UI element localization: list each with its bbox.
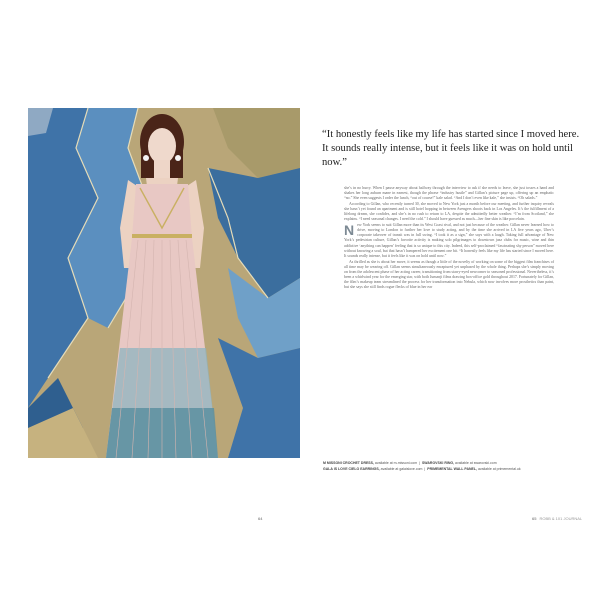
credit-link[interactable]: m-missoni.com bbox=[393, 461, 418, 465]
credit-text: available at bbox=[379, 466, 400, 471]
credit-line-2: GALA IS LOVE CIELO EARRINGS, available at galaislove.com | PRIMEMENTAL WALL PANEL, available at primemental.uk bbox=[323, 466, 521, 471]
page-number-right-value: 65 bbox=[532, 516, 537, 521]
credit-label: SWAROVSKI RING, bbox=[421, 461, 455, 465]
credit-text: available at bbox=[477, 466, 497, 471]
body-paragraph-1: she’s in no hurry. When I pause anyway about halfway through the interview to ask if she needs to leave, she just tosses a hand and shakes her long auburn mane in earnest, though the phrase “industry hustle” and Gillan’s picture page up, offering up an emphatic “no.” She even suggests I order the lunch, “out of course!” kale salad. “And I don’t even like kale,” she insists. “Oh salads.” bbox=[344, 186, 554, 201]
neck bbox=[154, 160, 170, 180]
credit-label: PRIMEMENTAL WALL PANEL, bbox=[427, 466, 477, 471]
credit-line-1: M MISSONI CROCHET DRESS, available at m-missoni.com | SWAROVSKI RING, available at swarovski.com bbox=[323, 461, 497, 465]
photo-illustration bbox=[28, 108, 300, 458]
credit-text: available at bbox=[454, 461, 474, 465]
page-number-left: 64 bbox=[258, 516, 263, 521]
credit-link[interactable]: swarovski.com bbox=[473, 461, 497, 465]
drop-cap: N bbox=[344, 222, 355, 239]
credit-label: GALA IS LOVE CIELO EARRINGS, bbox=[323, 466, 380, 471]
publication-name: ROBB & 101 JOURNAL bbox=[539, 516, 583, 521]
editorial-photo bbox=[28, 108, 300, 458]
body-paragraph-3-text: ew York seems to suit Gillan more than its West Coast rival, and not just because of the weather. Gillan never learned how to drive, moving to London to further her love to study acting, and by the time she arrived in LA five years ago, Uber’s corporate takeover of transit was in full swing. “I took it as a sign,” she says with a laugh. Taking full advantage of New York’s pedestrian culture, Gillan’s favorite activity is making solo pilgrimages to downtown jazz clubs for music, wine and thin addictive ‘anything can happen’ feeling that is so unique to this city. Indeed, this self-proclaimed “fascinating shy person” moved here without knowing a soul, but that hasn’t hampered her excitement one bit. “It honestly feels like my life has started since I moved here. It sounds really intense, but it feels like it was on hold until now.” bbox=[344, 223, 554, 258]
earring-left bbox=[143, 155, 149, 161]
dress-waistband bbox=[132, 234, 192, 238]
earring-right bbox=[175, 155, 181, 161]
credit-text: available at bbox=[373, 461, 394, 465]
pull-quote: “It honestly feels like my life has started since I moved here. It sounds really intense, but it feels like it was on hold until now.” bbox=[322, 129, 580, 168]
credit-label: M MISSONI CROCHET DRESS, bbox=[323, 461, 374, 465]
page-number-right bbox=[532, 516, 582, 521]
body-paragraph-3 bbox=[344, 223, 554, 258]
fashion-credits bbox=[323, 461, 563, 472]
face bbox=[148, 128, 176, 164]
dress-bodice bbox=[132, 184, 192, 238]
article-body bbox=[344, 186, 554, 291]
credit-link[interactable]: primemental.uk bbox=[496, 466, 521, 471]
body-paragraph-4: As thrilled as she is about her move, it seems as though a little of the novelty of working on some of the biggest film franchises of all time may be wearing off. Gillan seems simultaneously enraptured yet unphased by the whole thing. Perhaps she’s simply moving on from the adolescent phase of her acting career, transitioning from starry-eyed newcomer to seasoned professional. Nevertheless, it’s been a whirlwind year for the emerging star, with both Jumanji films drawing box-office gold throughout 2017. Fortunately for Gillan, the film’s makeup team streamlined the process for her transformation into Nebula, which now involves more prosthetics than paint, but she says she still finds rogue flecks of blue in her ear bbox=[344, 259, 554, 289]
body-paragraph-2: According to Gillan, who recently turned 30, she moved to New York just a month before our meeting, and further inquiry reveals she hasn’t yet found an apartment and is still hotel hopping in between Avengers shoots back in Los Angeles. It’s the fulfillment of a lifelong dream, she confides, and she’s in no rush to return to LA, despite the admittedly better weather. “I’m from Scotland,” she explains. “I need seasonal changes. I need the cold.” I should have guessed as much—her fine skin is like porcelain. bbox=[344, 202, 554, 222]
credit-link[interactable]: galaislove.com bbox=[399, 466, 423, 471]
